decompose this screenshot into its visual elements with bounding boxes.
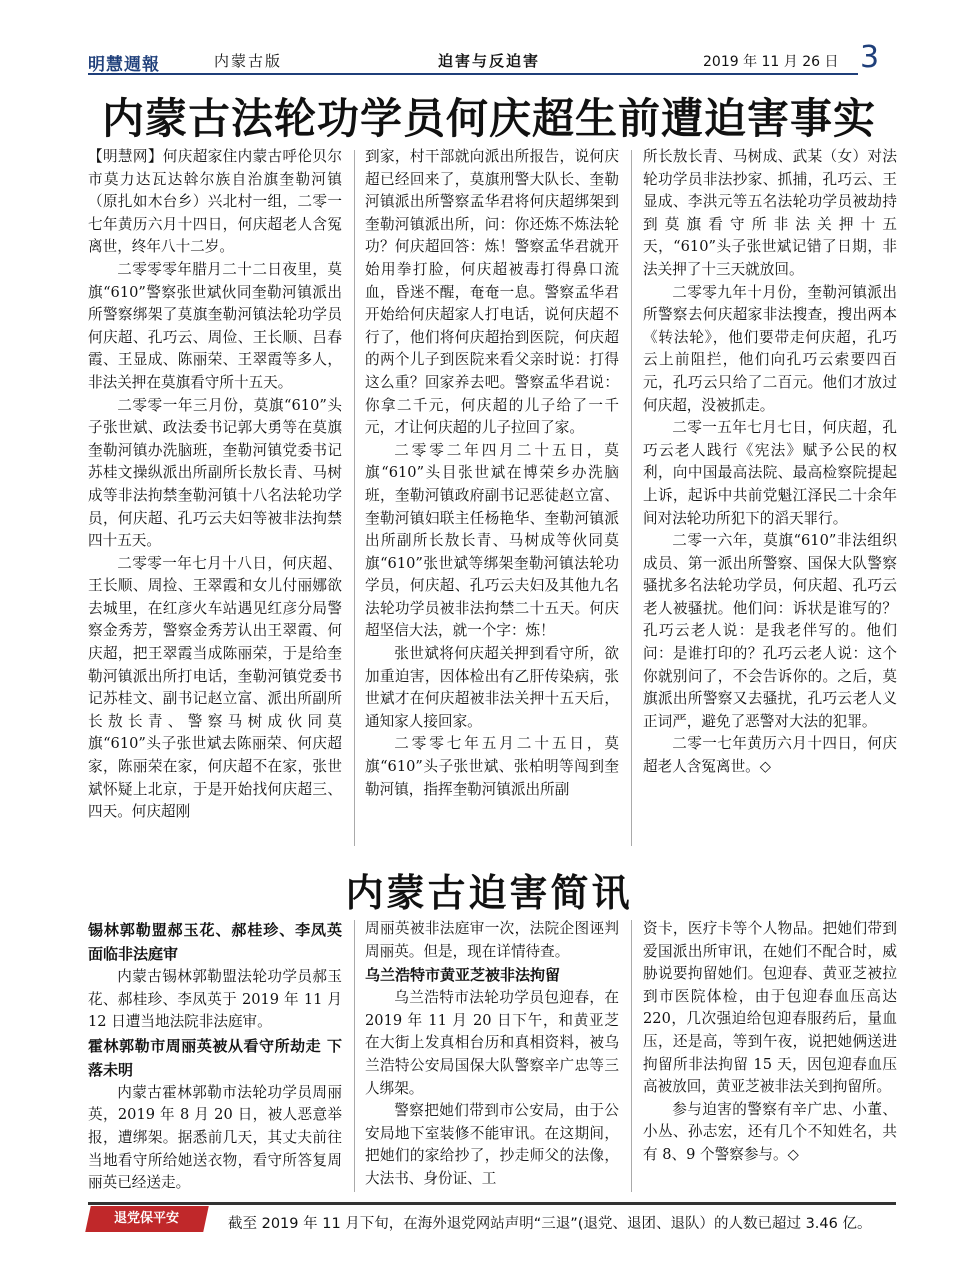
briefs-column-1 <box>88 918 342 1195</box>
paragraph: 【明慧网】何庆超家住内蒙古呼伦贝尔市莫力达瓦达斡尔族自治旗奎勒河镇（原扎如木台乡）兴北村一组，二零一七年黄历六月十四日，何庆超老人含冤离世，终年八十二岁。 <box>88 148 342 256</box>
paragraph: 内蒙古霍林郭勒市法轮功学员周丽英，2019 年 8 月 20 日，被人恶意举报，遭绑架。据悉前几天，其丈夫前往当地看守所给她送衣物，看守所答复周丽英已经送走。 <box>88 1083 342 1192</box>
footer-rule <box>88 1202 896 1205</box>
article-column-1 <box>88 146 342 824</box>
column-divider <box>631 150 632 846</box>
briefs-column-2 <box>365 918 619 1191</box>
briefs-headline: 内蒙古迫害简讯 <box>345 870 633 915</box>
paragraph: 参与迫害的警察有辛广忠、小董、小丛、孙志宏，还有几个不知姓名，共有 8、9 个警察参与。◇ <box>643 1100 897 1163</box>
brief-subheading: 乌兰浩特市黄亚芝被非法拘留 <box>365 966 561 985</box>
paragraph: 警察把她们带到市公安局，由于公安局地下室装修不能审讯。在这期间，把她们的家给抄了，抄走师父的法像，大法书、身份证、工 <box>365 1102 619 1187</box>
paragraph: 周丽英被非法庭审一次，法院企图诬判周丽英。但是，现在详情待查。 <box>365 920 619 960</box>
briefs-column-3 <box>643 918 897 1167</box>
paragraph: 所长敖长青、马树成、武某（女）对法轮功学员非法抄家、抓捕，孔巧云、王显成、李洪元等五名法轮功学员被劫持到莫旗看守所非法关押十五天，“610”头子张世斌记错了日期，非法关押了十三天就放回。 <box>643 148 897 278</box>
issue-date: 2019 年 11 月 26 日 <box>703 54 839 70</box>
section-label: 迫害与反迫害 <box>438 52 541 70</box>
edition-label: 内蒙古版 <box>214 52 283 70</box>
paragraph: 到家，村干部就向派出所报告，说何庆超已经回来了，莫旗刑警大队长、奎勒河镇派出所警察孟华君将何庆超绑架到奎勒河镇派出所，问：你还炼不炼法轮功？何庆超回答：炼！警察孟华君就开始用拳打脸，何庆超被毒打得鼻口流血，昏迷不醒，奄奄一息。警察孟华君开始给何庆超家人打电话，说何庆超不行了，他们将何庆超抬到医院，何庆超的两个儿子到医院来看父亲时说：打得这么重？回家养去吧。警察孟华君说：你拿二千元，何庆超的儿子给了一千元，才让何庆超的儿子拉回了家。 <box>365 148 619 437</box>
paragraph: 乌兰浩特市法轮功学员包迎春，在 2019 年 11 月 20 日下午，和黄亚芝在大街上发真相台历和真相资料，被乌兰浩特公安局国保大队警察辛广忠等三人绑架。 <box>365 989 619 1097</box>
article-column-2 <box>365 146 619 801</box>
footer-banner <box>88 1202 888 1242</box>
footer-badge-label: 退党保平安 <box>114 1211 180 1226</box>
paragraph: 二零零二年四月二十五日，莫旗“610”头目张世斌在博荣乡办洗脑班，奎勒河镇政府副书记恶徒赵立富、奎勒河镇妇联主任杨艳华、奎勒河镇派出所副所长敖长青、马树成等伙同莫旗“610”张世斌等绑架奎勒河镇法轮功学员，何庆超、孔巧云夫妇及其他九名法轮功学员被非法拘禁二十五天。何庆超坚信大法，就一个字：炼！ <box>365 441 619 640</box>
paragraph: 二零零七年五月二十五日，莫旗“610”头子张世斌、张柏明等闯到奎勒河镇，指挥奎勒河镇派出所副 <box>365 735 619 798</box>
masthead-rule <box>88 73 858 75</box>
article-column-3 <box>643 146 897 779</box>
column-divider <box>354 150 355 846</box>
paragraph: 二零一五年七月七日，何庆超，孔巧云老人践行《宪法》赋予公民的权利，向中国最高法院、最高检察院提起上诉，起诉中共前党魁江泽民二十余年间对法轮功所犯下的滔天罪行。 <box>643 419 897 527</box>
column-divider <box>631 920 632 1192</box>
footer-text: 截至 2019 年 11 月下旬，在海外退党网站声明“三退”(退党、退团、退队）的人数已超过 3.46 亿。 <box>228 1216 872 1232</box>
brand-logo: 明慧週報 <box>88 55 160 75</box>
paragraph: 内蒙古锡林郭勒盟法轮功学员郝玉花、郝桂珍、李凤英于 2019 年 11 月 12 日遭当地法院非法庭审。 <box>88 968 342 1031</box>
paragraph: 二零一七年黄历六月十四日，何庆超老人含冤离世。◇ <box>643 735 897 776</box>
paragraph: 二零一六年，莫旗“610”非法组织成员、第一派出所警察、国保大队警察骚扰多名法轮功学员，何庆超、孔巧云老人被骚扰。他们问：诉状是谁写的？孔巧云老人说：是我老伴写的。他们问：是谁打印的？孔巧云老人说：这个你就别问了，不会告诉你的。之后，莫旗派出所警察又去骚扰，孔巧云老人义正词严，避免了恶警对大法的犯罪。 <box>643 532 897 730</box>
paragraph: 张世斌将何庆超关押到看守所，欲加重迫害，因体检出有乙肝传染病，张世斌才在何庆超被非法关押十五天后，通知家人接回家。 <box>365 645 619 730</box>
footer-badge <box>85 1206 209 1232</box>
page-number: 3 <box>860 40 880 75</box>
article-headline: 内蒙古法轮功学员何庆超生前遭迫害事实 <box>101 94 876 143</box>
brief-subheading: 锡林郭勒盟郝玉花、郝桂珍、李凤英面临非法庭审 <box>88 921 342 963</box>
column-divider <box>354 920 355 1192</box>
masthead <box>88 40 888 76</box>
paragraph: 二零零九年十月份，奎勒河镇派出所警察去何庆超家非法搜查，搜出两本《转法轮》，他们要带走何庆超，孔巧云上前阻拦，他们向孔巧云索要四百元，孔巧云只给了二百元。他们才放过何庆超，没被抓走。 <box>643 283 897 414</box>
brief-subheading: 霍林郭勒市周丽英被从看守所劫走 下落未明 <box>88 1036 342 1079</box>
paragraph: 资卡，医疗卡等个人物品。把她们带到爱国派出所审讯，在她们不配合时，威胁说要拘留她们。包迎春、黄亚芝被拉到市医院体检，由于包迎春血压高达 220，几次强迫给包迎春服药后，量血压，还是高，等到午夜，说把她俩送进拘留所非法拘留 15 天，因包迎春血压高被放回，黄亚芝被非法关到拘留所。 <box>643 920 897 1096</box>
paragraph: 二零零一年三月份，莫旗“610”头子张世斌、政法委书记郭大勇等在莫旗奎勒河镇办洗脑班，奎勒河镇党委书记苏桂文操纵派出所副所长敖长青、马树成等非法拘禁奎勒河镇十八名法轮功学员，何庆超、孔巧云夫妇等被非法拘禁四十五天。 <box>88 396 342 550</box>
paragraph: 二零零零年腊月二十二日夜里，莫旗“610”警察张世斌伙同奎勒河镇派出所警察绑架了莫旗奎勒河镇法轮功学员何庆超、孔巧云、周俭、王长顺、吕春霞、王显成、陈丽荣、王翠霞等多人，非法关押在莫旗看守所十五天。 <box>88 260 342 391</box>
paragraph: 二零零一年七月十八日，何庆超、王长顺、周捡、王翠霞和女儿付丽娜欲去城里，在红彦火车站遇见红彦分局警察金秀芳，警察金秀芳认出王翠霞、何庆超，把王翠霞当成陈丽荣，于是给奎勒河镇派出所打电话，奎勒河镇党委书记苏桂文、副书记赵立富、派出所副所长敖长青、警察马树成伙同莫旗“610”头子张世斌去陈丽荣、何庆超家，陈丽荣在家，何庆超不在家，张世斌怀疑上北京，于是开始找何庆超三、四天。何庆超刚 <box>88 554 342 821</box>
